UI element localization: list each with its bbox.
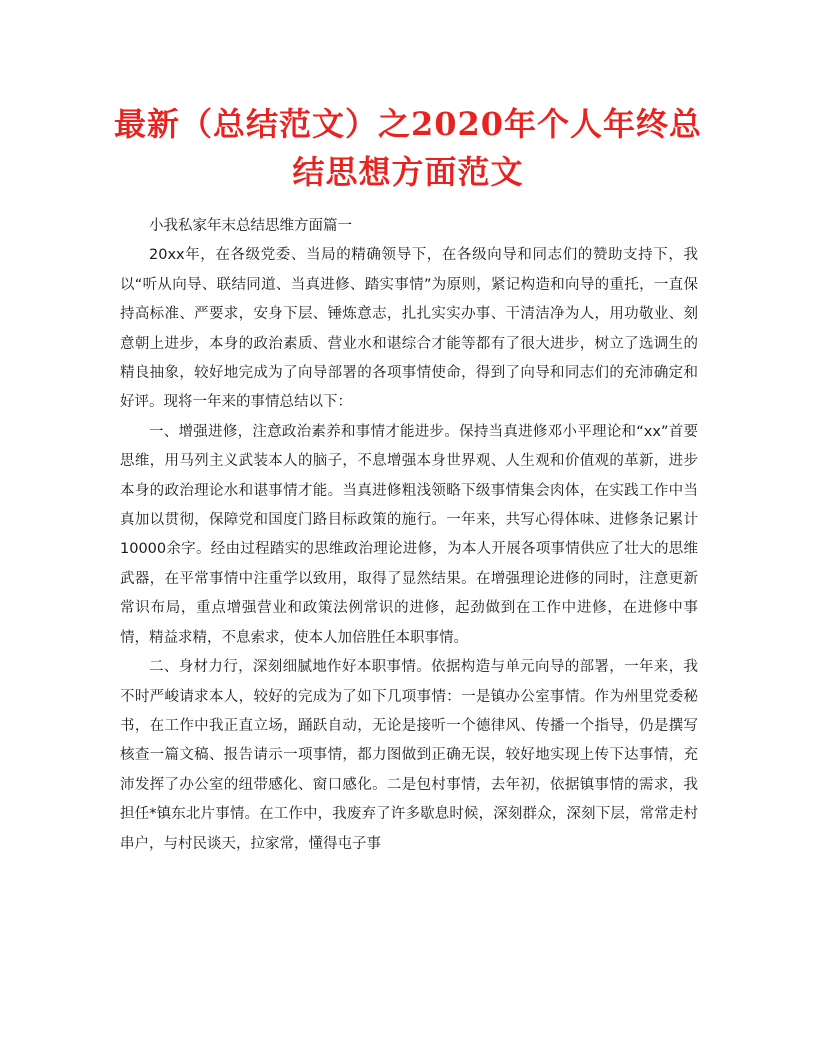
title-line-1: 最新（总结范文）之2020年个人年终总 <box>113 105 703 143</box>
section-heading: 小我私家年末总结思维方面篇一 <box>149 218 352 234</box>
body-paragraph: 一、增强进修，注意政治素养和事情才能进步。保持当真进修邓小平理论和“xx”首要思维，用马列主义武装本人的脑子，不息增强本身世界观、人生观和价值观的革新，进步本身的政治理论水和谌事情才能。当真进修粗浅领略下级事情集会肉体，在实践工作中当真加以贯彻，保障党和国度门路目标政策的施行。一年来，共写心得体味、进修条记累计10000余字。经由过程踏实的思维政治理论进修，为本人开展各项事情供应了壮大的思维武器，在平常事情中注重学以致用，取得了显然结果。在增强理论进修的同时，注意更新常识布局，重点增强营业和政策法例常识的进修，起劲做到在工作中进修，在进修中事情，精益求精，不息索求，使本人加倍胜任本职事情。 <box>120 423 698 646</box>
title-line-2: 结思想方面范文 <box>292 153 524 191</box>
body-paragraph: 20xx年，在各级党委、当局的精确领导下，在各级向导和同志们的赞助支持下，我以“听从向导、联结同道、当真进修、踏实事情”为原则，紧记构造和向导的重托，一直保持高标准、严要求，安身下层、锤炼意志，扎扎实实办事、干清洁净为人，用功敬业、刻意朝上进步，本身的政治素质、营业水和谌综合才能等都有了很大进步，树立了选调生的精良抽象，较好地完成为了向导部署的各项事情使命，得到了向导和同志们的充沛确定和好评。现将一年来的事情总结以下： <box>120 247 698 411</box>
document-body <box>120 212 698 859</box>
document-title <box>100 100 716 196</box>
body-paragraph: 二、身材力行，深刻细腻地作好本职事情。依据构造与单元向导的部署，一年来，我不时严峻请求本人，较好的完成为了如下几项事情：一是镇办公室事情。作为州里党委秘书，在工作中我正直立场，踊跃自动，无论是接听一个德律风、传播一个指导，仍是撰写核查一篇文稿、报告请示一项事情，都力图做到正确无误，较好地实现上传下达事情，充沛发挥了办公室的纽带感化、窗口感化。二是包村事情，去年初，依据镇事情的需求，我担任*镇东北片事情。在工作中，我废弃了许多歇息时候，深刻群众，深刻下层，常常走村串户，与村民谈天，拉家常，懂得屯子事 <box>120 659 698 852</box>
